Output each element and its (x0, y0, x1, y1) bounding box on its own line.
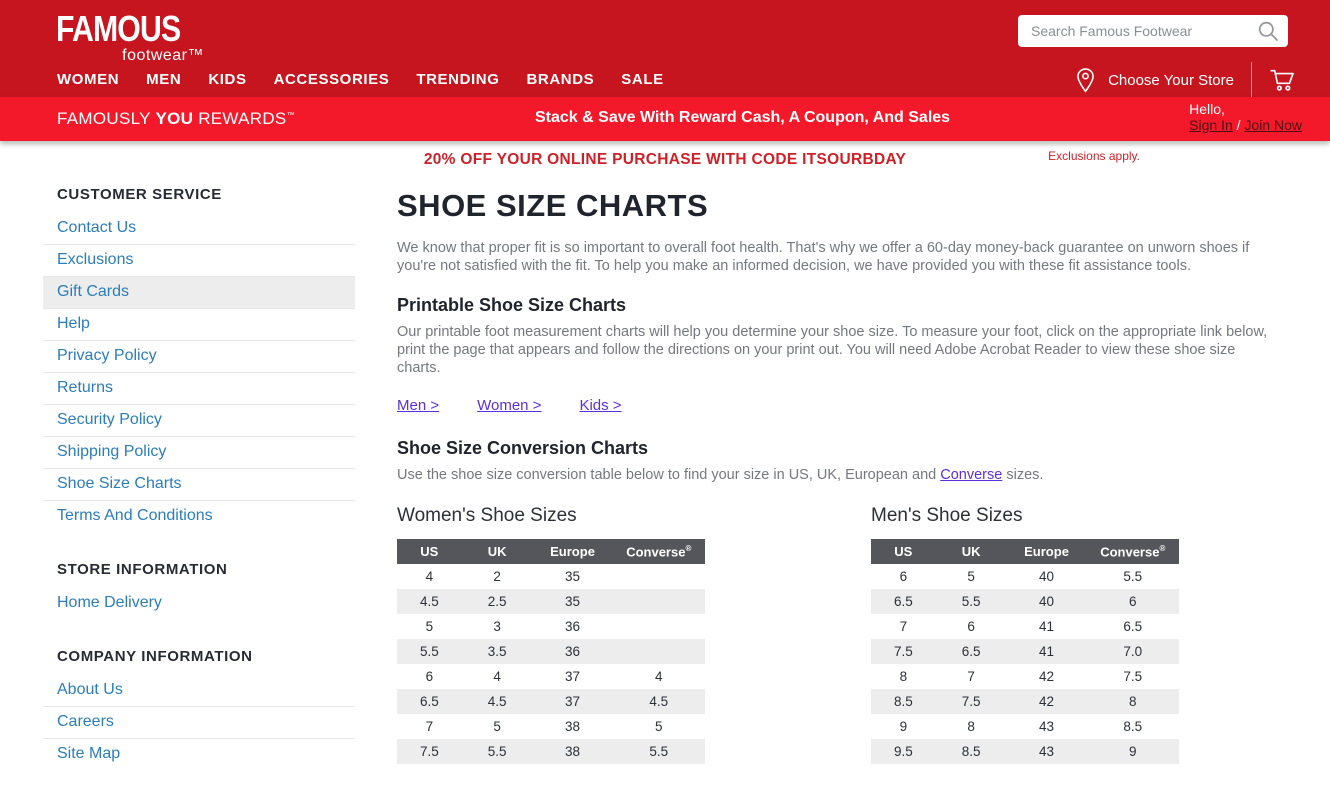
sidebar-item-shipping-policy[interactable]: Shipping Policy (43, 437, 355, 469)
printable-charts-heading: Printable Shoe Size Charts (397, 295, 627, 316)
table-cell: 5.5 (397, 639, 462, 664)
table-cell: 6.5 (936, 639, 1007, 664)
promo-disclaimer: Exclusions apply. (1048, 149, 1140, 163)
sidebar-section-customer-service (43, 186, 355, 532)
table-row (397, 664, 705, 689)
table-row (871, 614, 1179, 639)
table-cell (613, 639, 705, 664)
nav-sale[interactable]: SALE (621, 71, 664, 88)
table-cell: 38 (565, 719, 581, 735)
column-header-converse: Converse® (613, 539, 705, 564)
rewards-banner-message: Stack & Save With Reward Cash, A Coupon, And Sales (535, 109, 951, 126)
main-nav (57, 71, 664, 88)
column-header-uk: UK (936, 539, 1007, 564)
table-cell: 7 (899, 619, 908, 635)
table-row (397, 639, 705, 664)
table-row (397, 589, 705, 614)
table-cell (613, 564, 705, 589)
table-cell: 41 (1007, 639, 1087, 664)
sidebar-item-shoe-size-charts[interactable]: Shoe Size Charts (43, 469, 355, 501)
table-cell: 38 (533, 739, 613, 764)
table-cell: 8 (899, 669, 908, 685)
womens-size-table (397, 539, 705, 764)
sidebar-item-contact-us[interactable]: Contact Us (43, 213, 355, 245)
printable-charts-paragraph: Our printable foot measurement charts will help you determine your shoe size. To measure your foot, click on the appropriate link below, print the page that appears and follow the directions on your print out. You will need Adobe Acrobat Reader to view these shoe size charts. (397, 324, 1268, 376)
table-cell: 42 (1039, 669, 1055, 685)
table-cell: 5 (655, 719, 663, 735)
womens-table-column (397, 505, 705, 764)
mens-table-column (871, 505, 1179, 764)
printable-links (397, 397, 1273, 414)
sidebar-item-help[interactable]: Help (43, 309, 355, 341)
sidebar-section-title: CUSTOMER SERVICE (57, 186, 222, 203)
table-cell: 7.0 (1087, 639, 1179, 664)
table-cell: 3 (493, 619, 501, 635)
table-cell: 6 (425, 669, 434, 685)
table-cell: 8.5 (871, 689, 936, 714)
table-cell: 36 (565, 619, 581, 635)
conversion-charts-heading: Shoe Size Conversion Charts (397, 438, 649, 459)
famous-footwear-logo[interactable] (56, 8, 205, 64)
header-utilities (1075, 62, 1296, 98)
table-row (871, 739, 1179, 764)
table-cell: 6 (1087, 589, 1179, 614)
table-row (397, 564, 705, 589)
table-row (871, 714, 1179, 739)
table-cell: 8 (967, 719, 975, 735)
mens-table-title: Men's Shoe Sizes (871, 505, 1023, 527)
table-cell: 6.5 (397, 689, 462, 714)
sidebar-item-gift-cards[interactable]: Gift Cards (43, 277, 355, 309)
table-cell: 4.5 (613, 689, 705, 714)
table-cell: 37 (533, 689, 613, 714)
table-cell: 7.5 (1123, 669, 1143, 685)
mens-size-table (871, 539, 1179, 764)
nav-trending[interactable]: TRENDING (416, 71, 500, 88)
table-cell: 5 (493, 719, 501, 735)
location-pin-icon[interactable] (1075, 67, 1096, 94)
table-cell: 35 (565, 569, 581, 585)
rewards-banner (0, 97, 1330, 141)
logo-famous-text: FAMOUS (56, 8, 181, 49)
rewards-text-pre: FAMOUSLY (57, 109, 156, 128)
conversion-text-before: Use the shoe size conversion table below to find your size in US, UK, European and (397, 467, 941, 484)
page-content (0, 180, 1330, 799)
table-cell: 3.5 (462, 639, 533, 664)
table-row (871, 589, 1179, 614)
printable-link-men[interactable]: Men > (397, 397, 440, 415)
nav-accessories[interactable]: ACCESSORIES (273, 71, 390, 88)
table-cell: 5.5 (1123, 569, 1143, 585)
sidebar-item-exclusions[interactable]: Exclusions (43, 245, 355, 277)
rewards-text-you: YOU (155, 109, 194, 128)
sidebar-item-terms-and-conditions[interactable]: Terms And Conditions (57, 507, 213, 524)
sidebar-section-company-information (43, 648, 355, 770)
table-cell: 43 (1007, 739, 1087, 764)
size-tables (397, 505, 1273, 764)
rewards-text-post: REWARDS (193, 109, 287, 128)
table-cell: 4 (655, 669, 663, 685)
table-row (397, 614, 705, 639)
table-row (871, 639, 1179, 664)
table-cell: 5 (425, 619, 434, 635)
table-cell: 8.5 (1123, 719, 1143, 735)
table-cell: 6.5 (871, 589, 936, 614)
table-cell: 7 (425, 719, 434, 735)
table-row (871, 664, 1179, 689)
sidebar-section-title: COMPANY INFORMATION (57, 648, 253, 665)
sidebar-item-careers[interactable]: Careers (43, 707, 355, 739)
sidebar-section-store-information (43, 561, 355, 619)
sidebar-section-title: STORE INFORMATION (57, 561, 228, 578)
table-cell: 5 (967, 569, 975, 585)
sidebar-item-home-delivery[interactable]: Home Delivery (57, 594, 162, 611)
join-now-link[interactable]: Join Now (1244, 116, 1302, 133)
sidebar (43, 186, 355, 799)
cart-icon[interactable] (1269, 67, 1296, 93)
table-cell: 8 (1087, 689, 1179, 714)
column-header-converse: Converse® (1087, 539, 1179, 564)
table-cell: 40 (1007, 589, 1087, 614)
site-header (0, 0, 1330, 97)
table-row (397, 689, 705, 714)
table-cell: 8.5 (936, 739, 1007, 764)
promo-strip (0, 141, 1330, 180)
table-row (397, 714, 705, 739)
sidebar-item-privacy-policy[interactable]: Privacy Policy (43, 341, 355, 373)
sidebar-item-about-us[interactable]: About Us (43, 675, 355, 707)
table-cell: 42 (1007, 689, 1087, 714)
table-cell: 6.5 (1123, 619, 1143, 635)
table-row (397, 739, 705, 764)
table-cell (613, 614, 705, 639)
table-cell: 9 (899, 719, 908, 735)
sign-in-link[interactable]: Sign In (1189, 116, 1233, 133)
header-divider (1251, 62, 1252, 98)
table-cell: 43 (1039, 719, 1055, 735)
table-cell: 2 (493, 569, 501, 585)
table-cell: 4.5 (397, 589, 462, 614)
womens-table-title: Women's Shoe Sizes (397, 505, 577, 527)
sidebar-item-site-map[interactable]: Site Map (57, 745, 121, 762)
trademark-symbol: ™ (286, 110, 295, 120)
link-separator: / (1232, 116, 1245, 133)
search-icon[interactable] (1257, 20, 1279, 47)
table-cell: 7 (967, 669, 975, 685)
table-cell: 6 (899, 569, 908, 585)
table-cell: 36 (533, 639, 613, 664)
table-cell: 9.5 (871, 739, 936, 764)
nav-brands[interactable]: BRANDS (526, 71, 595, 88)
main-content (397, 186, 1273, 799)
table-cell: 4 (493, 669, 501, 685)
table-cell: 5.5 (613, 739, 705, 764)
intro-paragraph: We know that proper fit is so important to overall foot health. That's why we offer a 60-day money-back guarantee on unworn shoes if you're not satisfied with the fit. To help you make an informed decision, we have provided you with these fit assistance tools. (397, 240, 1250, 274)
nav-women[interactable]: WOMEN (57, 71, 120, 88)
column-header-europe: Europe (533, 539, 613, 564)
conversion-charts-paragraph (397, 467, 1273, 485)
table-cell: 4 (425, 569, 434, 585)
rewards-program-label (57, 109, 295, 129)
table-cell: 5.5 (462, 739, 533, 764)
converse-link[interactable]: Converse (940, 467, 1003, 484)
column-header-us: US (397, 539, 462, 564)
page-title: SHOE SIZE CHARTS (397, 188, 709, 223)
account-greeting (1189, 102, 1302, 133)
choose-your-store-link[interactable]: Choose Your Store (1108, 71, 1234, 89)
table-cell: 5.5 (936, 589, 1007, 614)
table-cell: 2.5 (462, 589, 533, 614)
column-header-uk: UK (462, 539, 533, 564)
table-row (871, 564, 1179, 589)
column-header-europe: Europe (1007, 539, 1087, 564)
nav-men[interactable]: MEN (146, 71, 182, 88)
promo-message: 20% OFF YOUR ONLINE PURCHASE WITH CODE ITSOURBDAY (423, 151, 907, 168)
sidebar-item-security-policy[interactable]: Security Policy (43, 405, 355, 437)
table-cell: 7.5 (871, 639, 936, 664)
table-cell: 40 (1039, 569, 1055, 585)
search-input[interactable] (1018, 15, 1288, 47)
search-bar (1018, 15, 1288, 47)
column-header-us: US (871, 539, 936, 564)
table-cell: 6 (967, 619, 975, 635)
table-cell: 37 (565, 669, 581, 685)
table-cell: 41 (1039, 619, 1055, 635)
sidebar-item-returns[interactable]: Returns (43, 373, 355, 405)
table-cell: 7.5 (397, 739, 462, 764)
table-cell: 9 (1087, 739, 1179, 764)
table-cell: 35 (533, 589, 613, 614)
table-row (871, 689, 1179, 714)
printable-link-kids[interactable]: Kids > (579, 397, 622, 415)
printable-link-women[interactable]: Women > (477, 397, 542, 415)
logo-footwear-text: footwear™ (122, 47, 205, 64)
greeting-text: Hello, (1189, 101, 1225, 117)
conversion-text-after: sizes. (1002, 467, 1044, 484)
table-cell (613, 589, 705, 614)
nav-kids[interactable]: KIDS (208, 71, 247, 88)
table-cell: 4.5 (462, 689, 533, 714)
table-cell: 7.5 (936, 689, 1007, 714)
